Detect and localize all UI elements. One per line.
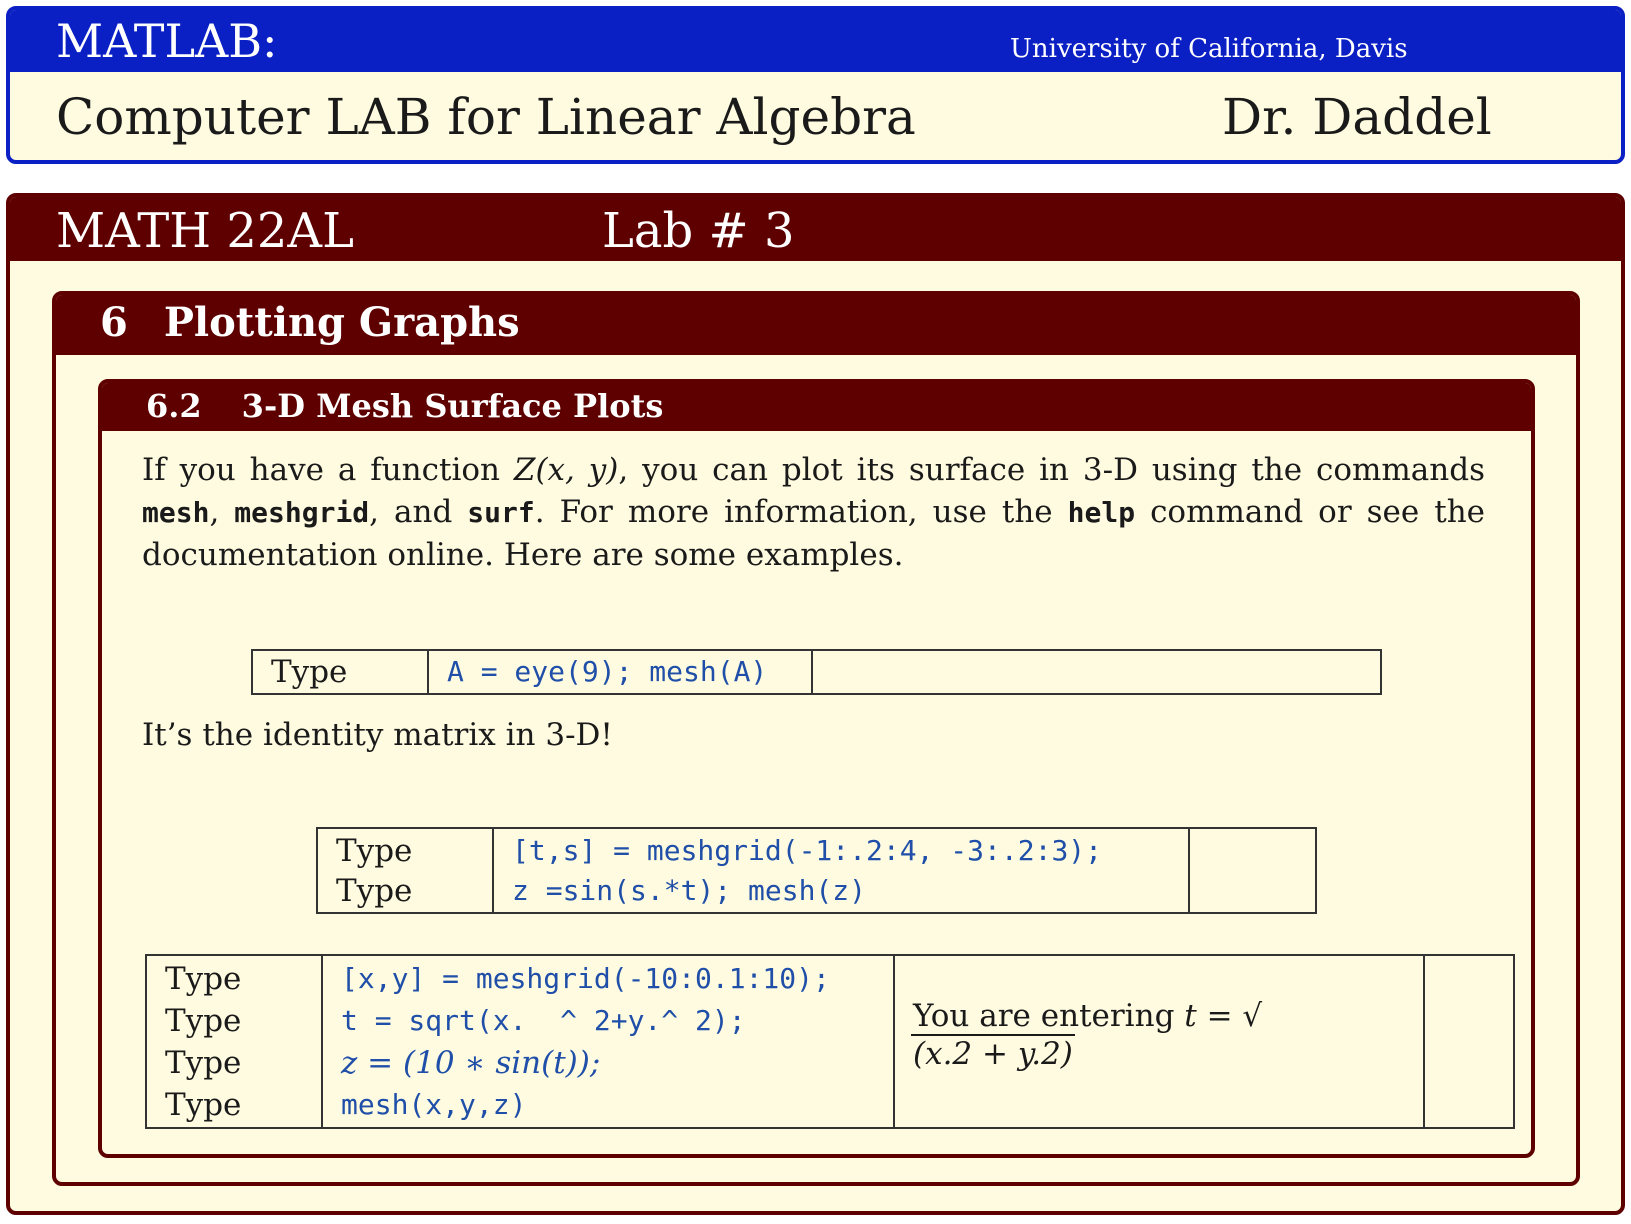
instructor: Dr. Daddel	[1222, 88, 1492, 146]
intro-text-4: , and	[369, 494, 468, 530]
cmd-surf: surf	[467, 496, 535, 529]
table-row	[317, 828, 1316, 913]
lab-number: Lab # 3	[602, 203, 795, 259]
code-line: mesh(x,y,z)	[341, 1087, 527, 1121]
intro-text-3: ,	[209, 494, 235, 530]
subsection-bar	[102, 383, 1531, 431]
app-title: MATLAB:	[56, 14, 278, 68]
intro-paragraph	[142, 449, 1485, 576]
code-line: [t,s] = meshgrid(-1:.2:4, -3:.2:3);	[512, 833, 1103, 867]
header-bar	[10, 10, 1621, 72]
code-line: t = sqrt(x. ^ 2+y.^ 2);	[341, 1003, 746, 1037]
sqrt-radicand: (x.2 + y.2)	[913, 1036, 1073, 1072]
table-row	[146, 955, 1514, 1128]
type-label: Type	[336, 832, 413, 869]
code-line: z = (10 ∗ sin(t));	[341, 1044, 601, 1081]
type-label: Type	[336, 872, 413, 909]
type-label: Type	[165, 960, 242, 997]
intro-text-6: command or see the documentation online. Here are some examples.	[142, 494, 1486, 573]
type-labels	[317, 828, 493, 913]
course-code: MATH 22AL	[56, 203, 354, 259]
header-box	[6, 6, 1625, 164]
type-label: Type	[165, 1002, 242, 1039]
section-number: 6	[100, 299, 128, 346]
institution: University of California, Davis	[1010, 34, 1408, 64]
example-1-table	[251, 649, 1382, 695]
code-line: A = eye(9); mesh(A)	[447, 655, 768, 688]
example-2-table	[316, 827, 1317, 914]
cmd-mesh: mesh	[142, 496, 210, 529]
type-label: Type	[165, 1044, 242, 1081]
section-heading	[100, 299, 520, 346]
explanation-text: You are entering	[913, 998, 1185, 1034]
explanation-math: t =	[1184, 998, 1243, 1034]
type-label: Type	[165, 1086, 242, 1123]
code-cell	[493, 828, 1189, 913]
empty-cell	[1189, 828, 1316, 913]
intro-text-1: If you have a function	[142, 452, 514, 488]
section-bar	[56, 295, 1576, 355]
example-3-table	[145, 954, 1515, 1129]
intro-text-5: . For more information, use the	[534, 494, 1068, 530]
identity-note: It’s the identity matrix in 3-D!	[142, 717, 613, 753]
code-cell	[322, 955, 894, 1128]
sqrt-symbol: √	[1242, 998, 1263, 1034]
cmd-help: help	[1067, 496, 1136, 529]
table-row	[252, 650, 1381, 694]
empty-cell	[1424, 955, 1514, 1128]
intro-math: Z(x, y)	[513, 452, 619, 488]
empty-cell	[812, 650, 1381, 694]
lab-bar	[10, 197, 1621, 261]
type-label: Type	[252, 650, 428, 694]
section-title: Plotting Graphs	[163, 299, 520, 346]
type-labels	[146, 955, 322, 1128]
course-title: Computer LAB for Linear Algebra	[56, 88, 916, 146]
cmd-meshgrid: meshgrid	[234, 496, 370, 529]
intro-text-2: , you can plot its surface in 3-D using the commands	[618, 452, 1485, 488]
subsection-title: 3-D Mesh Surface Plots	[241, 387, 664, 425]
code-line: z =sin(s.*t); mesh(z)	[512, 873, 867, 907]
subsection-heading	[146, 387, 663, 425]
subsection-number: 6.2	[146, 387, 202, 425]
explanation-cell	[894, 955, 1424, 1128]
code-cell	[428, 650, 812, 694]
code-line: [x,y] = meshgrid(-10:0.1:10);	[341, 961, 830, 995]
